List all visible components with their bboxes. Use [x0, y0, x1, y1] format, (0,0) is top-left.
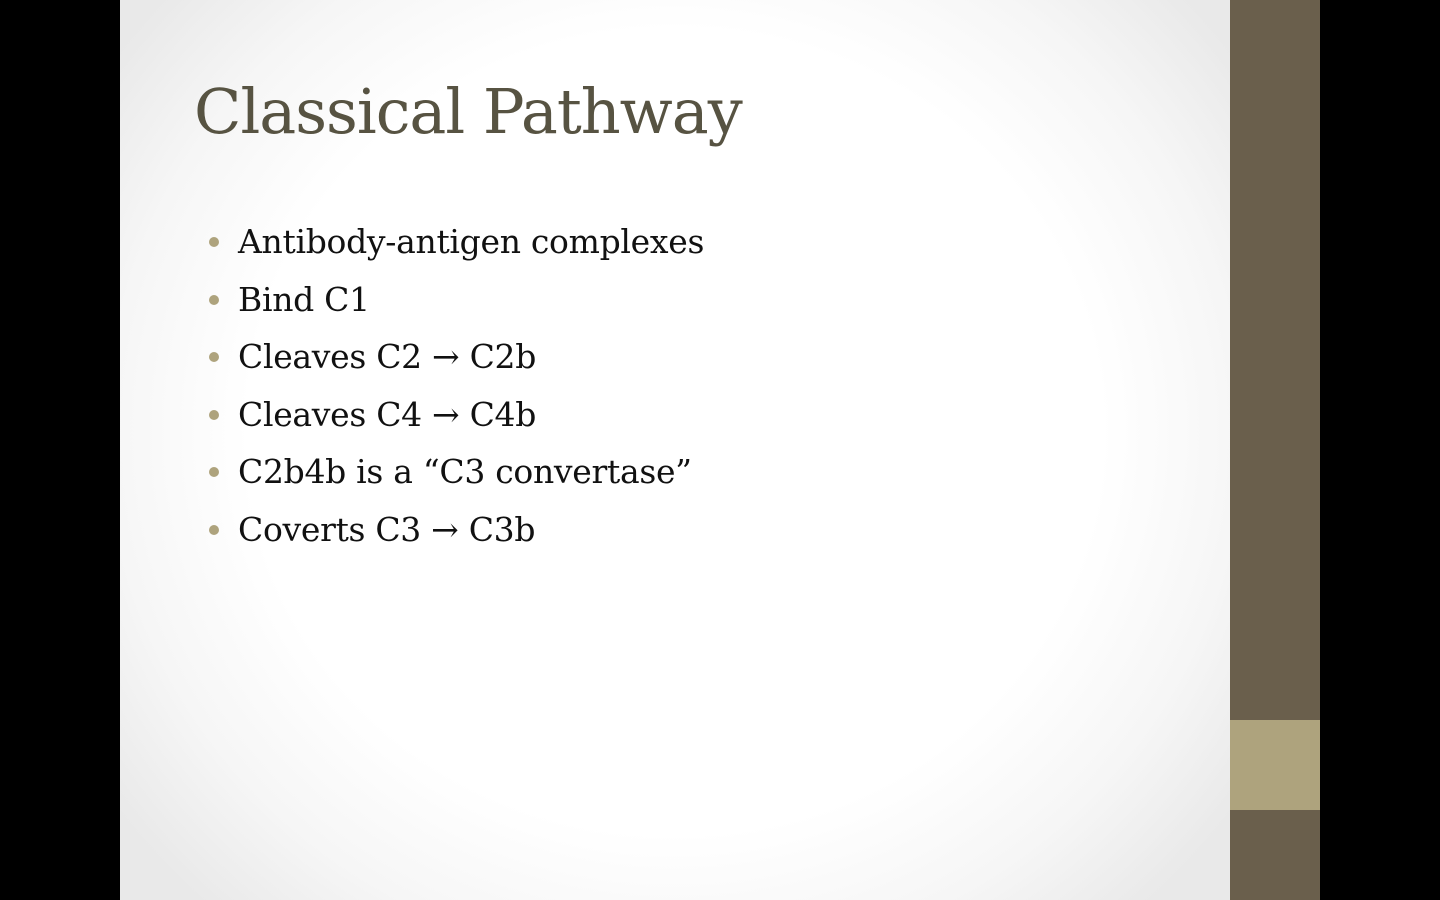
slide-accent-block	[1230, 720, 1320, 810]
bullet-item	[206, 271, 704, 329]
slide-title: Classical Pathway	[194, 75, 742, 148]
bullet-marker-icon	[209, 352, 219, 362]
bullet-marker-icon	[209, 237, 219, 247]
bullet-item	[206, 213, 704, 271]
bullet-marker-icon	[209, 467, 219, 477]
slide[interactable]	[120, 0, 1320, 900]
bullet-text: C2b4b is a “C3 convertase”	[238, 452, 692, 492]
bullet-text: Cleaves C2 → C2b	[238, 337, 537, 377]
bullet-marker-icon	[209, 410, 219, 420]
bullet-marker-icon	[209, 295, 219, 305]
bullet-item	[206, 443, 704, 501]
bullet-marker-icon	[209, 525, 219, 535]
bullet-item	[206, 328, 704, 386]
bullet-text: Cleaves C4 → C4b	[238, 394, 537, 434]
bullet-text: Antibody-antigen complexes	[238, 222, 705, 261]
bullet-item	[206, 386, 704, 444]
bullet-text: Coverts C3 → C3b	[238, 509, 536, 549]
bullet-list	[206, 213, 704, 559]
bullet-text: Bind C1	[238, 279, 370, 319]
bullet-item	[206, 501, 704, 559]
